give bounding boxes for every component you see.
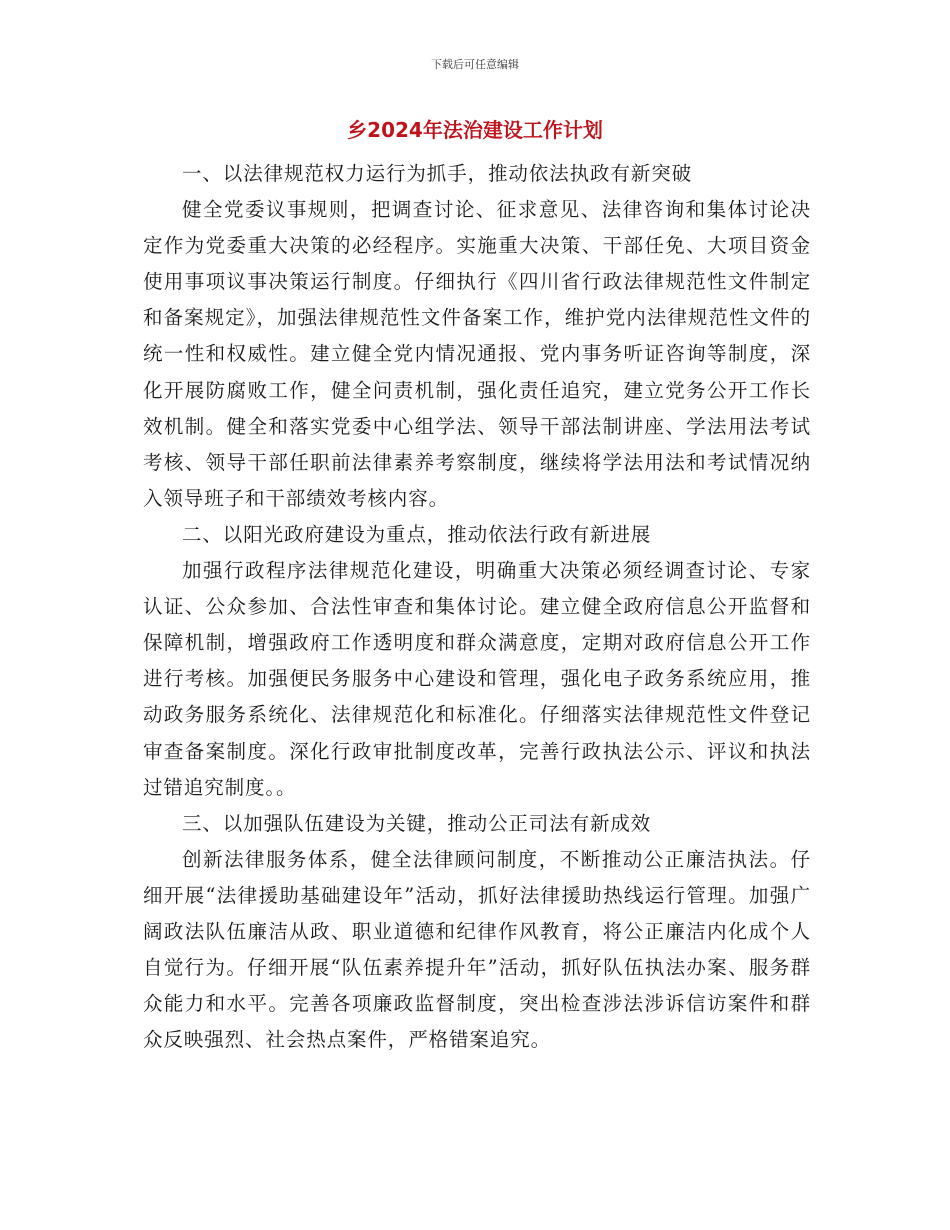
document-title: 乡2024年法治建设工作计划: [347, 118, 603, 142]
section-heading-2: 二、以阳光政府建设为重点，推动依法行政有新进展: [182, 522, 652, 546]
section-body-3: 创新法律服务体系，健全法律顾问制度，不断推动公正廉洁执法。仔细开展“法律援助基础建设年”活动，抓好法律援助热线运行管理。加强广阔政法队伍廉洁从政、职业道德和纪律作风教育，将公正廉洁内化成个人自觉行为。仔细开展“队伍素养提升年”活动，抓好队伍执法办案、服务群众能力和水平。完善各项廉政监督制度，突出检查涉法涉诉信访案件和群众反映强烈、社会热点案件，严格错案追究。: [143, 847, 811, 1052]
section-heading-1: 一、以法律规范权力运行为抓手，推动依法执政有新突破: [182, 162, 693, 185]
document-body: [143, 156, 811, 1058]
header-note: 下载后可任意编辑: [431, 58, 519, 71]
section-heading-3: 三、以加强队伍建设为关键，推动公正司法有新成效: [182, 811, 652, 835]
section-body-2: 加强行政程序法律规范化建设，明确重大决策必须经调查讨论、专家认证、公众参加、合法性审查和集体讨论。建立健全政府信息公开监督和保障机制，增强政府工作透明度和群众满意度，定期对政府信息公开工作进行考核。加强便民务服务中心建设和管理，强化电子政务系统应用，推动政务服务系统化、法律规范化和标准化。仔细落实法律规范性文件登记审查备案制度。深化行政审批制度改革，完善行政执法公示、评议和执法过错追究制度。。: [143, 559, 811, 799]
section-body-1: 健全党委议事规则，把调查讨论、征求意见、法律咨询和集体讨论决定作为党委重大决策的必经程序。实施重大决策、干部任免、大项目资金使用事项议事决策运行制度。仔细执行《四川省行政法律规范性文件制定和备案规定》，加强法律规范性文件备案工作，维护党内法律规范性文件的统一性和权威性。建立健全党内情况通报、党内事务听证咨询等制度，深化开展防腐败工作，健全问责机制，强化责任追究，建立党务公开工作长效机制。健全和落实党委中心组学法、领导干部法制讲座、学法用法考试考核、领导干部任职前法律素养考察制度，继续将学法用法和考试情况纳入领导班子和干部绩效考核内容。: [143, 198, 811, 510]
